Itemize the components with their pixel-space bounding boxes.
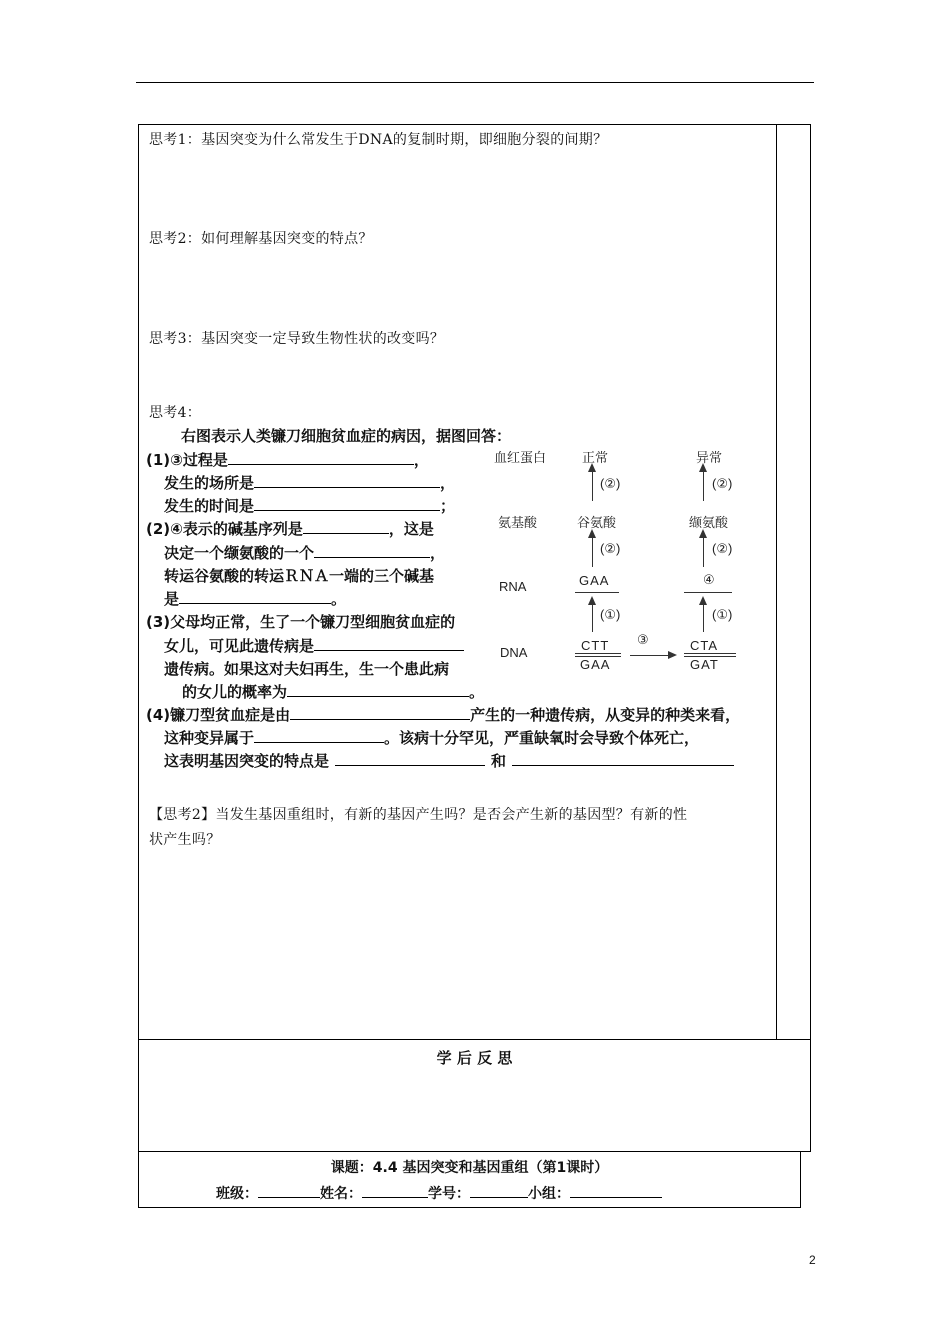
dna-normal-bottom-strand: GAA xyxy=(580,657,611,672)
rna-normal-sequence: GAA xyxy=(579,573,610,588)
up-arrow-icon xyxy=(592,471,593,501)
q4-part3-line3: 遗传病。如果这对夫妇再生，生一个患此病 xyxy=(164,660,450,678)
label-valine: 缬氨酸 xyxy=(689,515,729,530)
q4-part4-line1: (4)镰刀型贫血症是由 产生的一种遗传病，从变异的种类来看， xyxy=(146,706,741,724)
dna-strand-line xyxy=(575,653,621,654)
up-arrow-icon xyxy=(703,604,704,632)
label-normal: 正常 xyxy=(582,450,609,465)
student-info-line: 班级： 姓名： 学号： 小组： xyxy=(216,1183,662,1203)
q4-part4-line2: 这种变异属于 。该病十分罕见，严重缺氧时会导致个体死亡， xyxy=(164,729,700,747)
question-4: 思考4： xyxy=(149,405,202,421)
answer-blank[interactable] xyxy=(314,636,464,651)
name-field[interactable] xyxy=(362,1183,428,1198)
step-4-label: ④ xyxy=(703,572,715,587)
answer-blank[interactable] xyxy=(314,543,430,558)
rna-strand-line xyxy=(575,592,619,593)
q4-part1-line2: 发生的场所是 ， xyxy=(164,474,456,492)
row-label-amino-acid: 氨基酸 xyxy=(498,515,538,530)
answer-blank[interactable] xyxy=(228,450,414,465)
course-title: 课题：4.4 基因突变和基因重组（第1课时） xyxy=(330,1160,609,1176)
answer-blank[interactable] xyxy=(512,751,734,766)
q4-part2-line2: 决定一个缬氨酸的一个 ， xyxy=(164,544,446,562)
q4-part2-line4: 是 。 xyxy=(164,590,347,608)
dna-strand-line xyxy=(684,653,736,654)
header-rule xyxy=(136,82,814,83)
row-label-dna: DNA xyxy=(500,645,528,660)
q4-part2-line1: (2)④表示的碱基序列是 ，这是 xyxy=(146,520,434,538)
up-arrow-icon xyxy=(592,604,593,632)
dna-normal-top-strand: CTT xyxy=(581,638,610,653)
answer-blank[interactable] xyxy=(335,751,485,766)
q4-part3-line1: (3)父母均正常，生了一个镰刀型细胞贫血症的 xyxy=(146,613,456,631)
up-arrow-icon xyxy=(592,537,593,567)
q4-part3-line4: 的女儿的概率为 。 xyxy=(182,683,485,701)
label-glutamic-acid: 谷氨酸 xyxy=(577,515,617,530)
question-5-line1: 【思考2】当发生基因重组时，有新的基因产生吗？是否会产生新的基因型？有新的性 xyxy=(149,807,688,823)
question-1: 思考1：基因突变为什么常发生于DNA的复制时期，即细胞分裂的间期？ xyxy=(149,132,608,148)
step-translation-label: (②) xyxy=(712,541,733,556)
row-label-rna: RNA xyxy=(499,579,527,594)
step-translation-label: (②) xyxy=(600,541,621,556)
reflection-title: 学 后 反 思 xyxy=(436,1049,513,1067)
answer-blank[interactable] xyxy=(287,682,469,697)
answer-blank[interactable] xyxy=(254,496,440,511)
mutation-arrow-line xyxy=(630,655,670,656)
answer-blank[interactable] xyxy=(254,473,440,488)
class-field[interactable] xyxy=(258,1183,320,1198)
q4-part1-line1: (1)③过程是 ， xyxy=(146,451,429,469)
page-number: 2 xyxy=(809,1253,816,1267)
question-3: 思考3：基因突变一定导致生物性状的改变吗？ xyxy=(149,331,445,347)
step-translation-label: (②) xyxy=(600,476,621,491)
dna-mutant-top-strand: CTA xyxy=(690,638,719,653)
q4-part4-line3: 这表明基因突变的特点是 和 xyxy=(164,750,734,771)
up-arrow-icon xyxy=(703,537,704,567)
rna-strand-line xyxy=(684,592,732,593)
dna-mutant-bottom-strand: GAT xyxy=(690,657,719,672)
q4-part3-line2: 女儿，可见此遗传病是 xyxy=(164,635,464,656)
answer-blank[interactable] xyxy=(303,519,389,534)
up-arrow-icon xyxy=(703,471,704,501)
row-label-hemoglobin: 血红蛋白 xyxy=(494,450,547,465)
label-abnormal: 异常 xyxy=(696,450,723,465)
question-2: 思考2：如何理解基因突变的特点？ xyxy=(149,231,373,247)
step-3-label: ③ xyxy=(637,632,649,647)
step-transcription-label: (①) xyxy=(600,607,621,622)
step-translation-label: (②) xyxy=(712,476,733,491)
right-arrow-icon xyxy=(668,651,677,659)
table-inner-border xyxy=(776,124,777,1040)
question-5-line2: 状产生吗？ xyxy=(149,832,221,848)
answer-blank[interactable] xyxy=(290,705,470,720)
answer-blank[interactable] xyxy=(254,728,384,743)
q4-part1-line3: 发生的时间是 ； xyxy=(164,497,456,515)
q4-intro: 右图表示人类镰刀细胞贫血症的病因，据图回答： xyxy=(181,427,512,445)
answer-blank[interactable] xyxy=(179,589,331,604)
step-transcription-label: (①) xyxy=(712,607,733,622)
student-id-field[interactable] xyxy=(470,1183,528,1198)
group-field[interactable] xyxy=(570,1183,662,1198)
q4-part2-line3: 转运谷氨酸的转运ＲＮＡ一端的三个碱基 xyxy=(164,567,435,585)
